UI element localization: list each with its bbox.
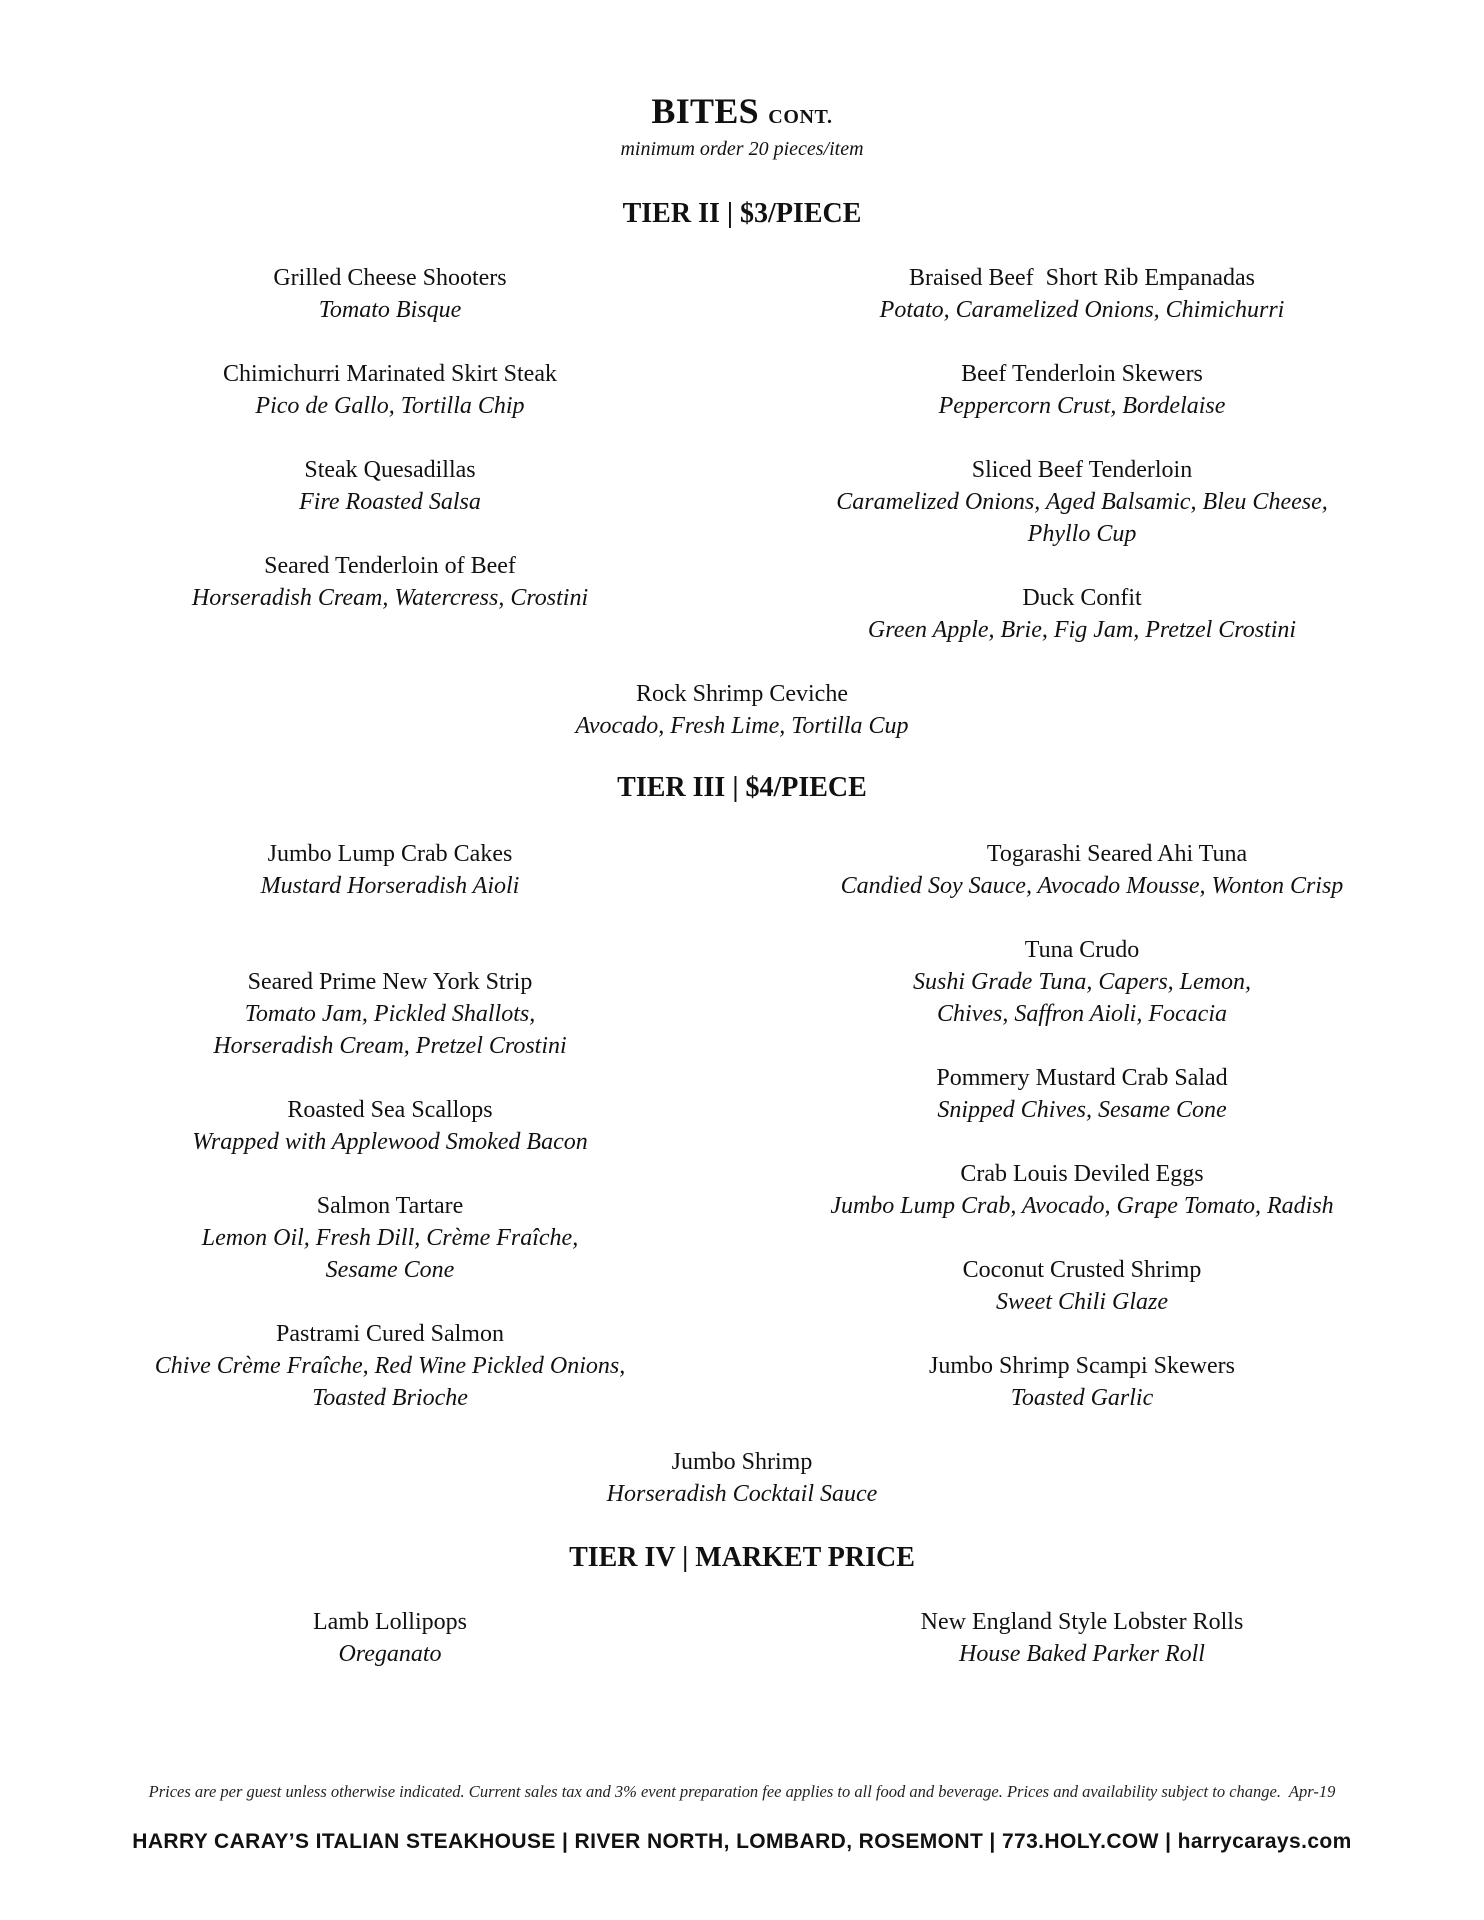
menu-item [70, 838, 710, 902]
menu-item-description: Horseradish Cocktail Sauce [606, 1481, 878, 1507]
menu-item-description: Wrapped with Applewood Smoked Bacon [192, 1129, 588, 1155]
menu-item-name: New England Style Lobster Rolls [920, 1609, 1244, 1635]
menu-item-name: Rock Shrimp Ceviche [636, 681, 848, 707]
menu-item [762, 1062, 1402, 1126]
menu-item-name: Jumbo Shrimp Scampi Skewers [929, 1353, 1235, 1379]
menu-item-description: Sesame Cone [325, 1257, 455, 1283]
menu-item-name: Tuna Crudo [1024, 937, 1140, 963]
menu-item-description: Green Apple, Brie, Fig Jam, Pretzel Crostini [867, 617, 1297, 643]
menu-item [422, 1446, 1062, 1510]
menu-item [762, 1158, 1402, 1222]
menu-item [762, 1606, 1402, 1670]
page-title [0, 90, 1484, 132]
menu-item-description: Mustard Horseradish Aioli [260, 873, 520, 899]
menu-item-description: Candied Soy Sauce, Avocado Mousse, Wonton Crisp [840, 873, 1344, 899]
menu-item-name: Roasted Sea Scallops [287, 1097, 493, 1123]
menu-item-description: Chives, Saffron Aioli, Focacia [937, 1001, 1227, 1027]
menu-item-description: Chive Crème Fraîche, Red Wine Pickled Onions, [154, 1353, 626, 1379]
menu-item-description: Jumbo Lump Crab, Avocado, Grape Tomato, Radish [830, 1193, 1334, 1219]
menu-item-description: Sushi Grade Tuna, Capers, Lemon, [912, 969, 1252, 995]
menu-item-name: Pommery Mustard Crab Salad [936, 1065, 1228, 1091]
tier-2-heading: TIER II | $3/PIECE [622, 198, 862, 229]
menu-item-name: Beef Tenderloin Skewers [961, 361, 1203, 387]
menu-item-description: Phyllo Cup [1027, 521, 1137, 547]
menu-item-name: Pastrami Cured Salmon [276, 1321, 504, 1347]
menu-item [762, 358, 1402, 422]
menu-item-description: Toasted Garlic [1010, 1385, 1154, 1411]
menu-item [70, 1318, 710, 1414]
menu-item-description: Fire Roasted Salsa [299, 489, 481, 515]
menu-item-description: Oreganato [338, 1641, 442, 1667]
restaurant-contact-footer: HARRY CARAY’S ITALIAN STEAKHOUSE | RIVER NORTH, LOMBARD, ROSEMONT | 773.HOLY.COW | harrycarays.com [132, 1830, 1352, 1853]
menu-item-name: Chimichurri Marinated Skirt Steak [223, 361, 557, 387]
menu-item [762, 1254, 1402, 1318]
tier-4-heading: TIER IV | MARKET PRICE [569, 1542, 915, 1573]
menu-item [772, 838, 1412, 902]
menu-item [70, 966, 710, 1062]
menu-item-description: Avocado, Fresh Lime, Tortilla Cup [575, 713, 909, 739]
menu-item-description: Caramelized Onions, Aged Balsamic, Bleu Cheese, [836, 489, 1328, 515]
menu-item [762, 1350, 1402, 1414]
menu-item [70, 262, 710, 326]
menu-item-description: Horseradish Cream, Watercress, Crostini [191, 585, 589, 611]
menu-item-name: Seared Prime New York Strip [247, 969, 533, 995]
menu-item-description: Tomato Jam, Pickled Shallots, [244, 1001, 536, 1027]
menu-item-description: Lemon Oil, Fresh Dill, Crème Fraîche, [201, 1225, 579, 1251]
pricing-disclaimer: Prices are per guest unless otherwise indicated. Current sales tax and 3% event preparation fee applies to all food and beverage. Prices and availability subject to change. Apr-19 [148, 1782, 1336, 1801]
menu-item-name: Coconut Crusted Shrimp [962, 1257, 1202, 1283]
menu-item [762, 454, 1402, 550]
menu-item-name: Salmon Tartare [316, 1193, 464, 1219]
menu-item-description: Potato, Caramelized Onions, Chimichurri [879, 297, 1285, 323]
menu-item-name: Togarashi Seared Ahi Tuna [986, 841, 1248, 867]
menu-item-description: House Baked Parker Roll [959, 1641, 1205, 1667]
menu-item-name: Crab Louis Deviled Eggs [960, 1161, 1204, 1187]
menu-item-description: Peppercorn Crust, Bordelaise [938, 393, 1226, 419]
menu-item-name: Jumbo Lump Crab Cakes [267, 841, 513, 867]
menu-item [70, 358, 710, 422]
menu-item-name: Sliced Beef Tenderloin [971, 457, 1193, 483]
page-title-suffix: CONT. [768, 106, 833, 128]
page-title-text: BITES [651, 91, 759, 131]
menu-item-name: Grilled Cheese Shooters [273, 265, 507, 291]
menu-item [70, 1094, 710, 1158]
menu-item-description: Pico de Gallo, Tortilla Chip [255, 393, 525, 419]
menu-item-description: Toasted Brioche [312, 1385, 468, 1411]
menu-item-name: Braised Beef Short Rib Empanadas [909, 265, 1255, 291]
menu-item-name: Jumbo Shrimp [671, 1449, 813, 1475]
menu-item [70, 1190, 710, 1286]
menu-item [70, 550, 710, 614]
minimum-order-note: minimum order 20 pieces/item [620, 138, 864, 160]
menu-item-description: Snipped Chives, Sesame Cone [937, 1097, 1227, 1123]
menu-item [762, 934, 1402, 1030]
menu-item-name: Duck Confit [1022, 585, 1142, 611]
menu-item-name: Lamb Lollipops [313, 1609, 467, 1635]
menu-item-description: Sweet Chili Glaze [996, 1289, 1168, 1315]
menu-item [762, 582, 1402, 646]
menu-item [70, 1606, 710, 1670]
menu-item [762, 262, 1402, 326]
menu-item-description: Horseradish Cream, Pretzel Crostini [213, 1033, 567, 1059]
menu-item-name: Seared Tenderloin of Beef [264, 553, 516, 579]
menu-item-name: Steak Quesadillas [304, 457, 476, 483]
menu-item [422, 678, 1062, 742]
menu-item [70, 454, 710, 518]
tier-3-heading: TIER III | $4/PIECE [617, 772, 867, 803]
menu-item-description: Tomato Bisque [318, 297, 462, 323]
